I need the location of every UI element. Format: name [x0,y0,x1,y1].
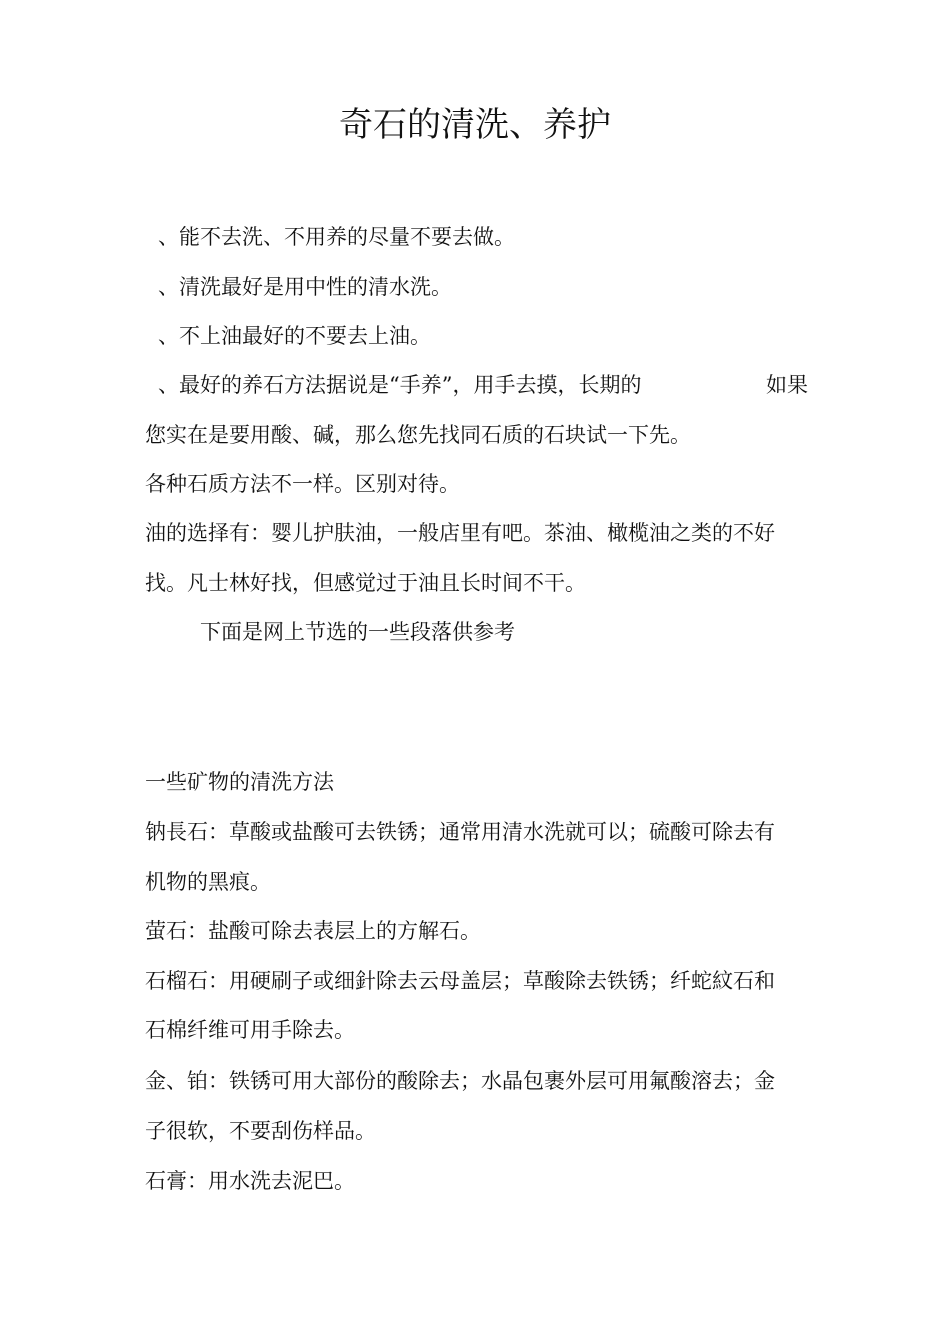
paragraph-line-2: 各种石质方法不一样。区别对待。 [145,472,460,496]
bullet-item-4-text: 、最好的养石方法据说是“手养”，用手去摸，长期的 [158,373,642,397]
mineral-line-2: 机物的黑痕。 [145,870,271,894]
document-title: 奇石的清洗、养护 [339,105,611,145]
paragraph-line-1: 您实在是要用酸、碱，那么您先找同石质的石块试一下先。 [145,423,691,447]
mineral-line-7: 子很软，不要刮伤样品。 [145,1119,376,1143]
bullet-item-3: 、不上油最好的不要去上油。 [158,324,431,348]
paragraph-line-3: 油的选择有：婴儿护肤油，一般店里有吧。茶油、橄榄油之类的不好 [145,521,775,545]
bullet-item-2: 、清洗最好是用中性的清水洗。 [158,275,452,299]
mineral-line-6: 金、铂：铁锈可用大部份的酸除去；水晶包裹外层可用氟酸溶去；金 [145,1069,775,1093]
bullet-item-4-tail: 如果 [766,373,808,397]
mineral-line-1: 钠長石：草酸或盐酸可去铁锈；通常用清水洗就可以；硫酸可除去有 [145,820,775,844]
bullet-item-4 [158,370,808,400]
reference-note: 下面是网上节选的一些段落供参考 [200,620,515,644]
section-heading: 一些矿物的清洗方法 [145,770,334,794]
mineral-line-3: 萤石：盐酸可除去表层上的方解石。 [145,919,481,943]
mineral-line-5: 石棉纤维可用手除去。 [145,1018,355,1042]
mineral-line-4: 石榴石：用硬刷子或细針除去云母盖层；草酸除去铁锈；纤蛇紋石和 [145,969,775,993]
paragraph-line-4: 找。凡士林好找，但感觉过于油且长时间不干。 [145,571,586,595]
bullet-item-1: 、能不去洗、不用养的尽量不要去做。 [158,225,515,249]
mineral-line-8: 石膏：用水洗去泥巴。 [145,1169,355,1193]
